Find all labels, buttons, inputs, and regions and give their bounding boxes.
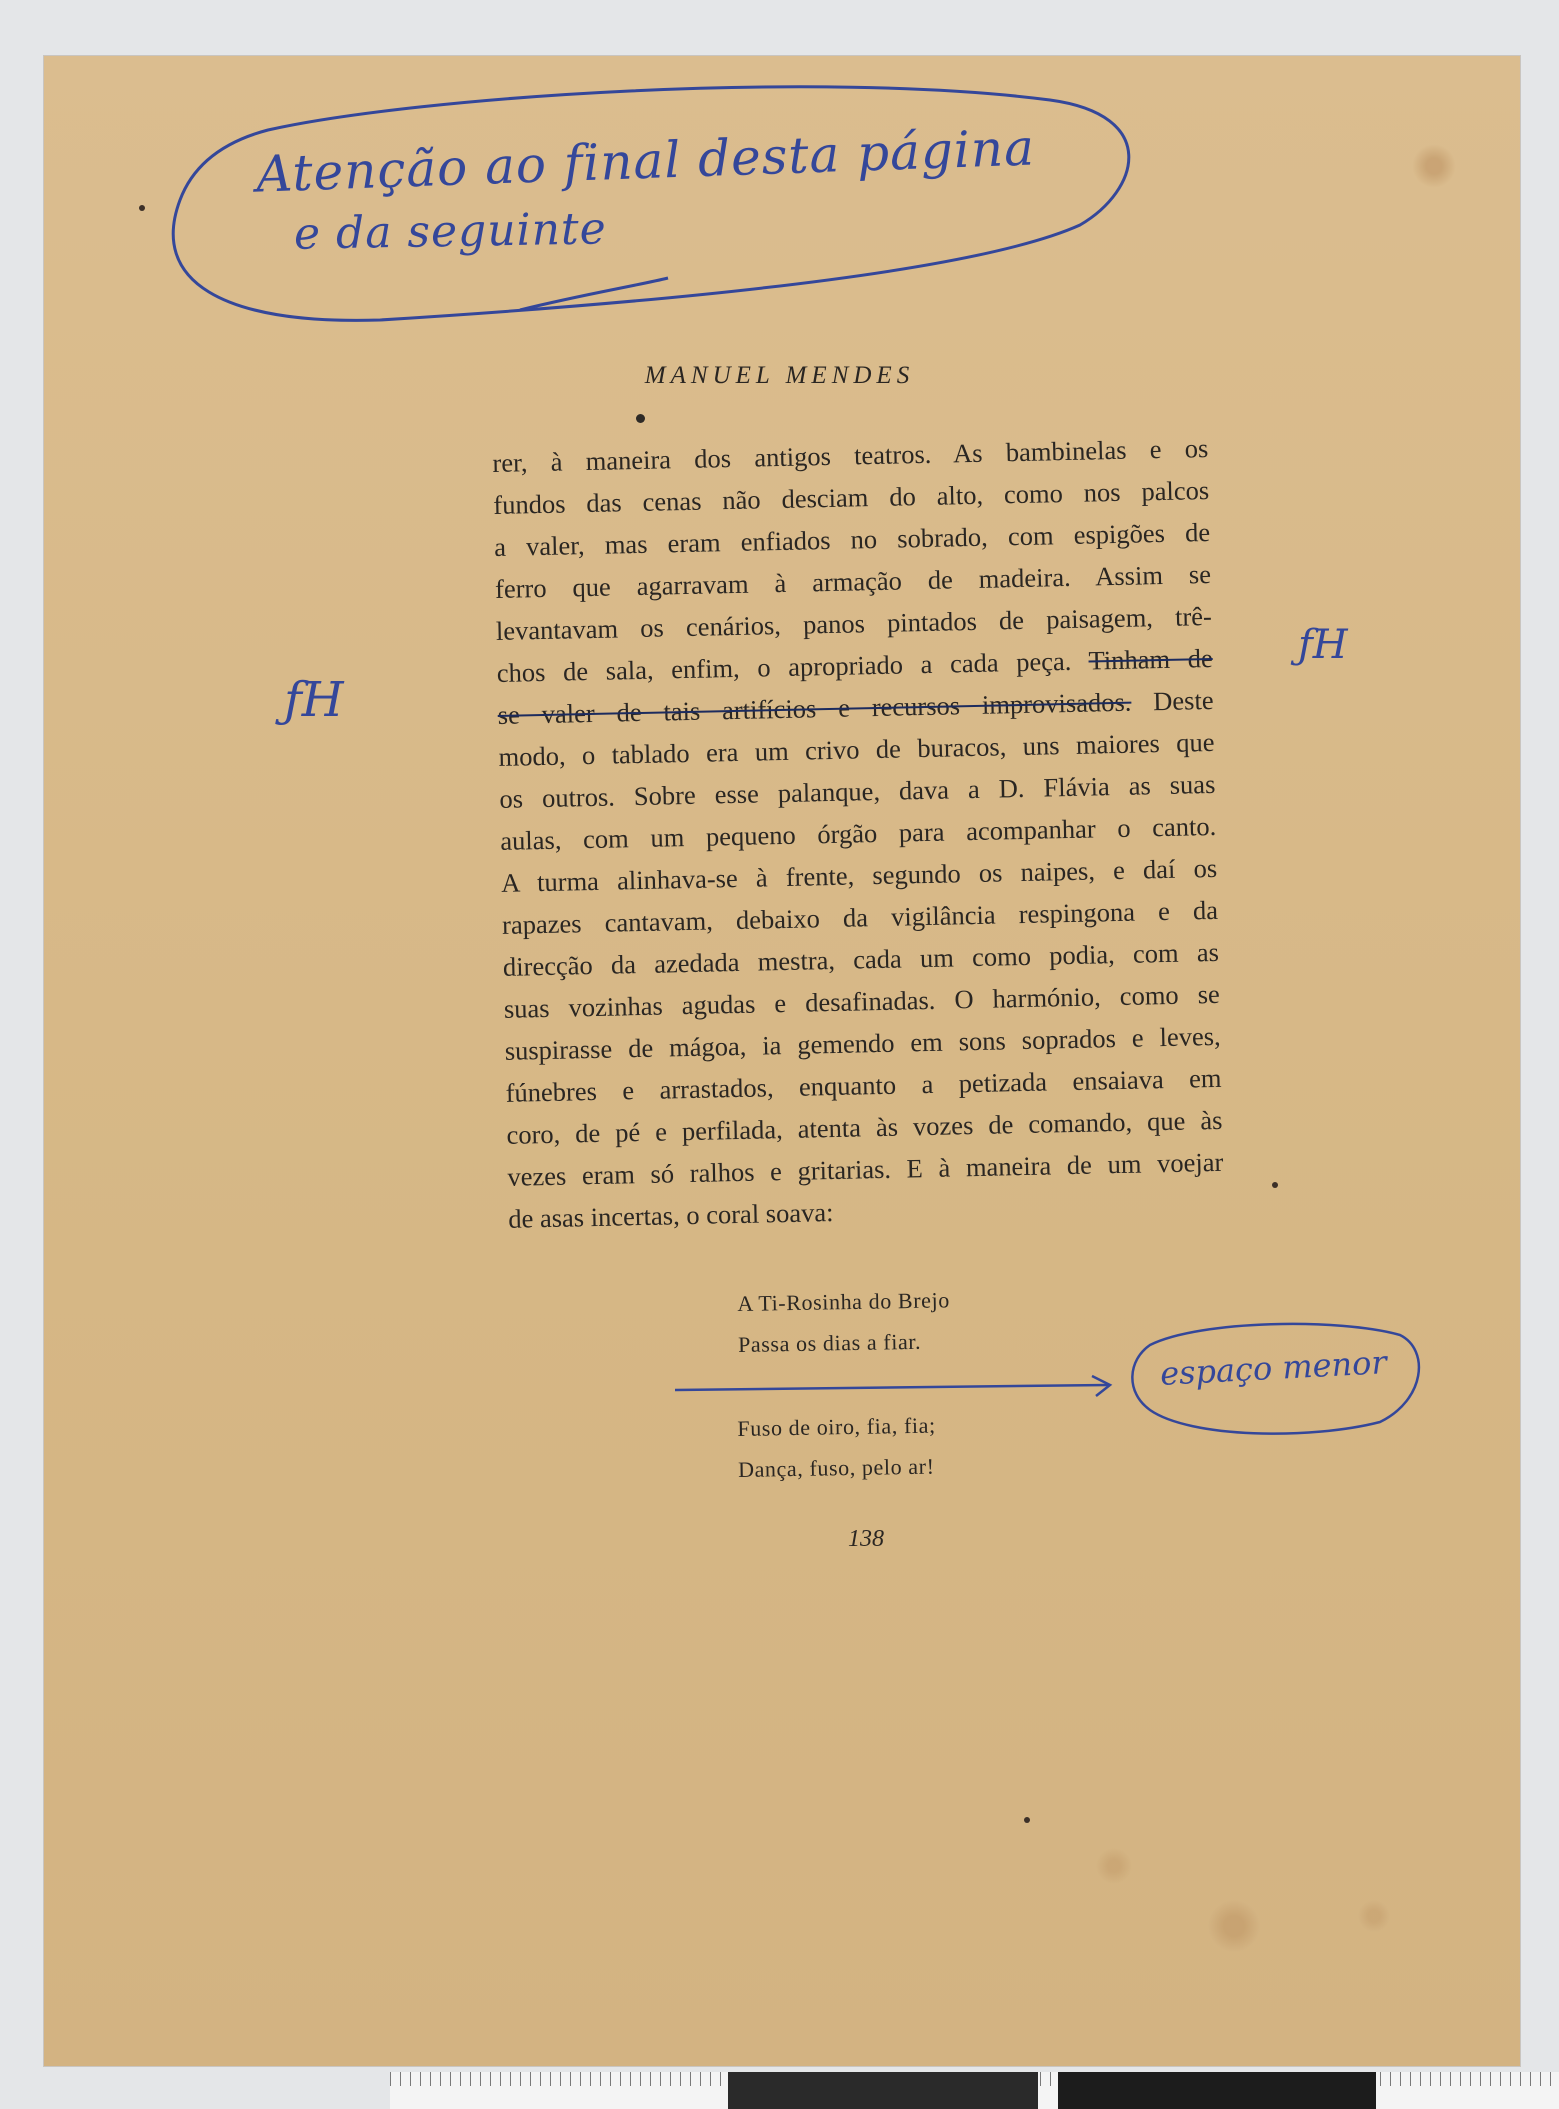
color-target-gray bbox=[728, 2072, 1038, 2109]
handwritten-note-top-line2: e da seguinte bbox=[293, 203, 608, 260]
text-fragment: Deste bbox=[1131, 684, 1214, 717]
verse-line: Dança, fuso, pelo ar! bbox=[737, 1453, 935, 1482]
text-line: fúnebres e arrastados, enquanto a petizada ensaiava em bbox=[505, 1062, 1222, 1108]
ornament-dot bbox=[636, 414, 645, 423]
text-line: rer, à maneira dos antigos teatros. As bambinelas e os bbox=[492, 433, 1209, 478]
running-head: MANUEL MENDES bbox=[644, 362, 915, 389]
verse-line: Passa os dias a fiar. bbox=[737, 1328, 922, 1357]
text-line: direcção da azedada mestra, cada um como podia, com as bbox=[502, 936, 1220, 982]
text-line: suas vozinhas agudas e desafinadas. O harmónio, como se bbox=[503, 978, 1221, 1024]
handwritten-note-spacing: espaço menor bbox=[1159, 1343, 1388, 1393]
proof-mark-right: ƒH bbox=[1298, 622, 1348, 668]
text-line: a valer, mas eram enfiados no sobrado, com espigões de bbox=[493, 516, 1211, 562]
page-number: 138 bbox=[848, 1526, 884, 1552]
text-line: suspirasse de mágoa, ia gemendo em sons soprados e leves, bbox=[504, 1020, 1221, 1066]
text-line: fundos das cenas não desciam do alto, como nos palcos bbox=[493, 474, 1210, 520]
verse-stanza-1 bbox=[737, 1279, 951, 1365]
struck-text: Tinham de bbox=[1088, 642, 1213, 676]
struck-text: se valer de tais artifícios e recursos improvisados. bbox=[497, 686, 1132, 730]
color-target-black bbox=[1058, 2072, 1376, 2109]
text-line: chos de sala, enfim, o apropriado a cada peça. bbox=[496, 645, 1072, 688]
text-line: modo, o tablado era um crivo de buracos, uns maiores que bbox=[498, 726, 1215, 772]
text-line: ferro que agarravam à armação de madeira. Assim se bbox=[494, 558, 1212, 604]
verse-line: Fuso de oiro, fia, fia; bbox=[737, 1412, 936, 1441]
verse-line: A Ti-Rosinha do Brejo bbox=[737, 1287, 951, 1316]
body-text bbox=[492, 427, 1225, 1240]
text-line: aulas, com um pequeno órgão para acompanhar o canto. bbox=[500, 810, 1217, 856]
verse-stanza-2 bbox=[737, 1405, 937, 1490]
handwritten-note-top-line1: Atenção ao final desta página bbox=[255, 118, 1036, 204]
proof-mark-left: ƒH bbox=[284, 672, 344, 728]
text-line: levantavam os cenários, panos pintados de paisagem, trê- bbox=[495, 600, 1213, 646]
text-line: de asas incertas, o coral soava: bbox=[507, 1197, 834, 1234]
text-line: A turma alinhava-se à frente, segundo os naipes, e daí os bbox=[500, 852, 1218, 898]
text-line: coro, de pé e perfilada, atenta às vozes de comando, que às bbox=[506, 1104, 1223, 1150]
text-line: rapazes cantavam, debaixo da vigilância respingona e da bbox=[501, 894, 1219, 940]
text-line: vezes eram só ralhos e gritarias. E à maneira de um voejar bbox=[507, 1146, 1224, 1192]
text-line: os outros. Sobre esse palanque, dava a D. Flávia as suas bbox=[499, 768, 1216, 814]
